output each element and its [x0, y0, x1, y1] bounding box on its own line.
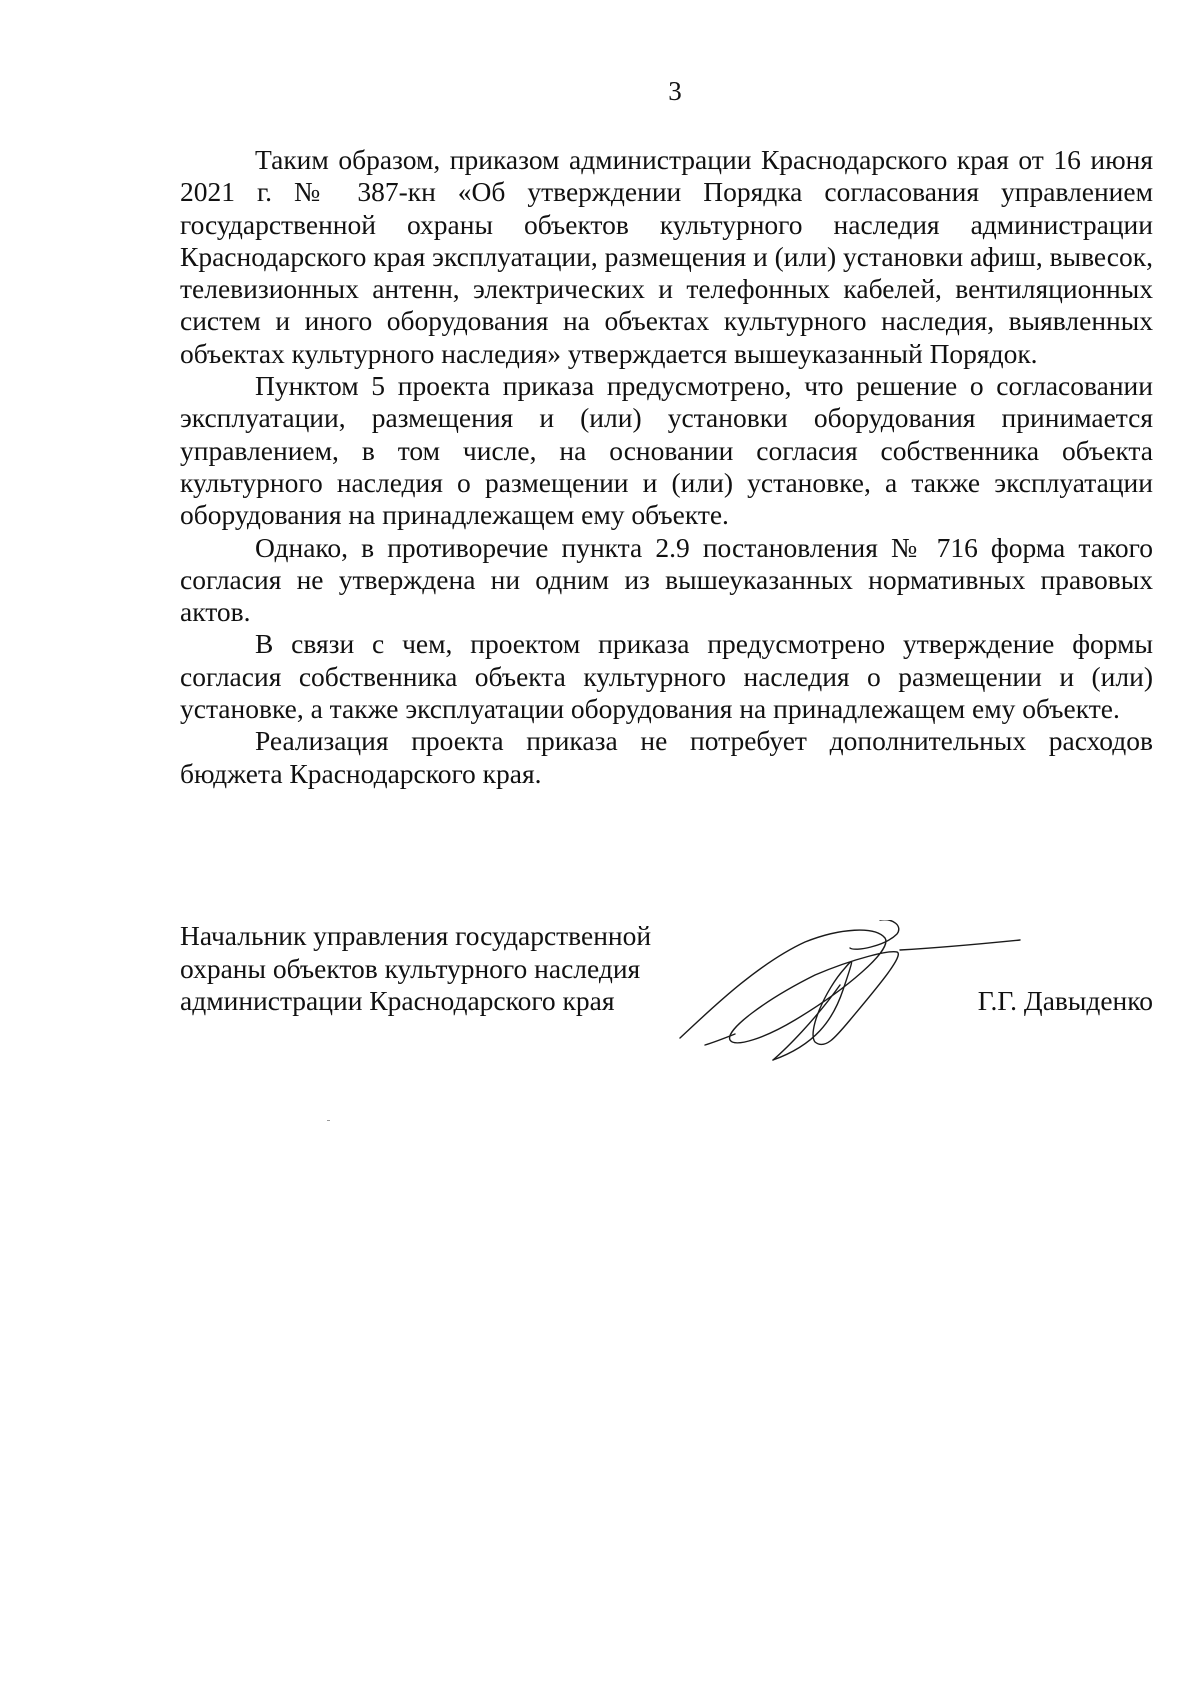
signer-position-line: Начальник управления государственной [180, 920, 652, 951]
signature-block [180, 920, 1153, 1090]
paragraph: Однако, в противоречие пункта 2.9 постановления № 716 форма такого согласия не утверждена ни одним из вышеуказанных нормативных правовых актов. [180, 531, 1153, 628]
signer-position-line: администрации Краснодарского края [180, 985, 615, 1016]
signer-position-line: охраны объектов культурного наследия [180, 952, 641, 984]
paragraph: Таким образом, приказом администрации Краснодарского края от 16 июня 2021 г. № 387-кн «Об утверждении Порядка согласования управлением государственной охраны объектов культурного наследия администрации Краснодарского края эксплуатации, размещения и (или) установки афиш, вывесок, телевизионных антенн, электрических и телефонных кабелей, вентиляционных систем и иного оборудования на объектах культурного наследия, выявленных объектах культурного наследия» утверждается вышеуказанный Порядок. [180, 144, 1153, 369]
paragraph: Реализация проекта приказа не потребует дополнительных расходов бюджета Краснодарского края. [180, 725, 1153, 789]
signer-position [180, 920, 651, 1018]
scan-speck [327, 1120, 330, 1121]
paragraph: В связи с чем, проектом приказа предусмотрено утверждение формы согласия собственника объекта культурного наследия о размещении и (или) установке, а также эксплуатации оборудования на принадлежащем ему объекте. [180, 628, 1153, 725]
signer-name: Г.Г. Давыденко [977, 985, 1153, 1016]
page-number: 3 [668, 76, 682, 106]
body-text [180, 144, 1153, 790]
handwritten-signature [675, 920, 1025, 1070]
paragraph: Пунктом 5 проекта приказа предусмотрено, что решение о согласовании эксплуатации, размещения и (или) установки оборудования принимается управлением, в том числе, на основании согласия собственника объекта культурного наследия о размещении и (или) установке, а также эксплуатации оборудования на принадлежащем ему объекте. [180, 370, 1153, 531]
